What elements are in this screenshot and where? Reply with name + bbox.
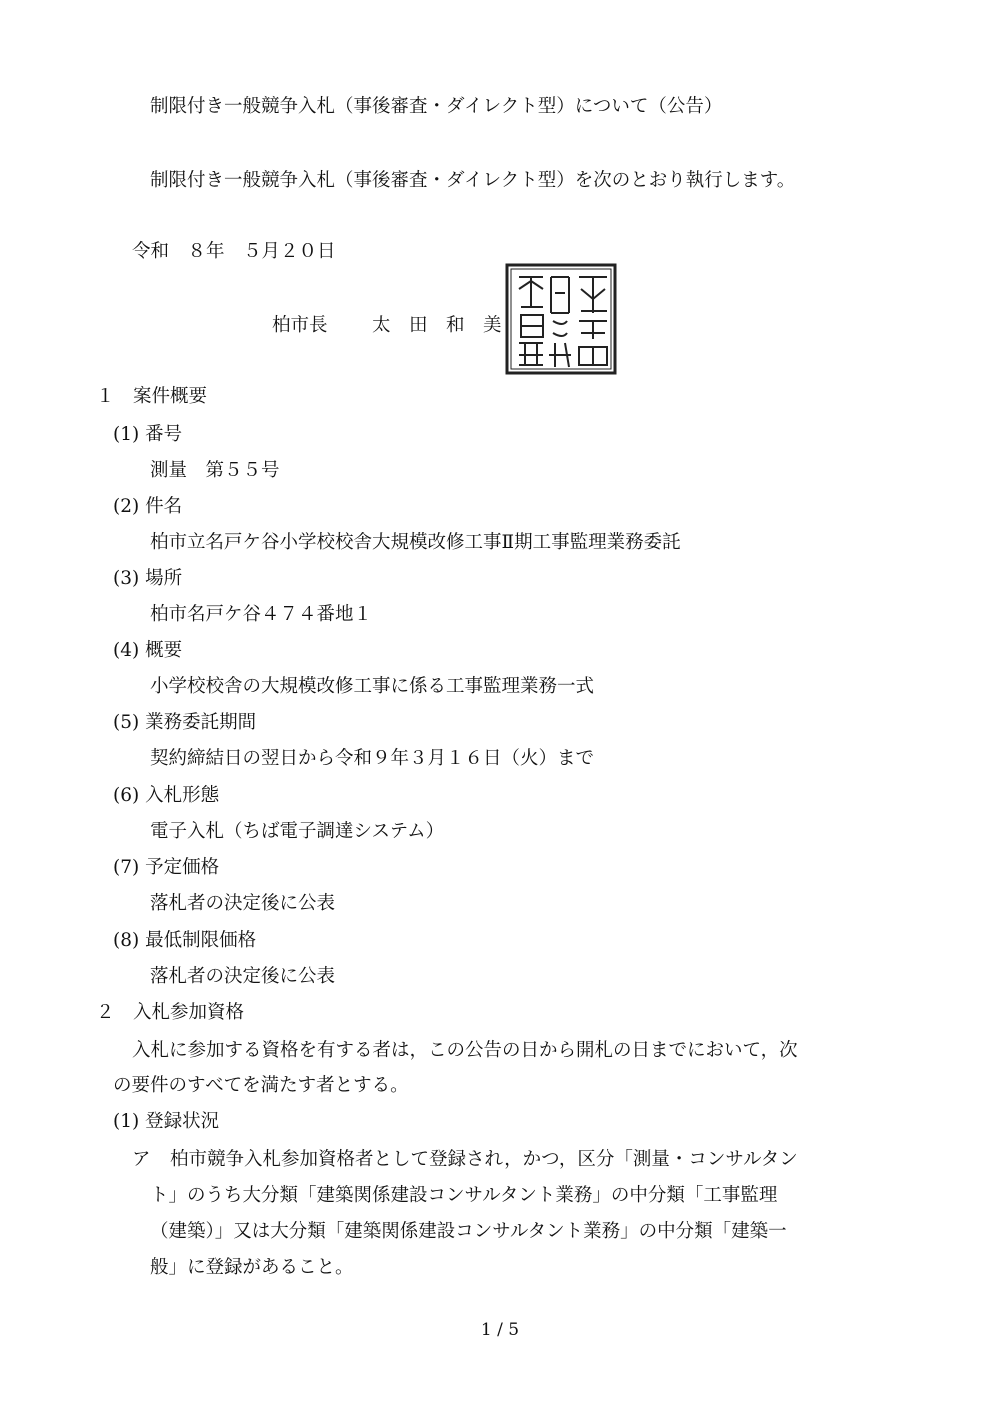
document-title: 制限付き一般競争入札（事後審査・ダイレクト型）について（公告） — [150, 96, 723, 117]
issuer-name: 太 田 和 美 — [372, 315, 502, 336]
item-a-marker: ア — [132, 1149, 151, 1170]
registration-heading: (1) 登録状況 — [113, 1111, 220, 1132]
page-number: 1 / 5 — [480, 1320, 520, 1340]
item-8-value: 落札者の決定後に公表 — [150, 966, 336, 987]
item-a-line2: ト」のうち大分類「建築関係建設コンサルタント業務」の中分類「工事監理 — [150, 1185, 778, 1206]
section2-intro-line2: の要件のすべてを満たす者とする。 — [113, 1075, 409, 1096]
issue-date: 令和 ８年 ５月２０日 — [132, 241, 336, 262]
item-1-label: (1) 番号 — [113, 424, 183, 445]
item-4-label: (4) 概要 — [113, 640, 183, 661]
item-8-label: (8) 最低制限価格 — [113, 930, 257, 951]
section2-heading: ２ 入札参加資格 — [96, 1002, 245, 1023]
issuer-title: 柏市長 — [272, 315, 328, 336]
item-5-value: 契約締結日の翌日から令和９年３月１６日（火）まで — [150, 748, 595, 769]
item-4-value: 小学校校舎の大規模改修工事に係る工事監理業務一式 — [150, 676, 595, 697]
item-a-line1: 柏市競争入札参加資格者として登録され，かつ，区分「測量・コンサルタン — [170, 1149, 798, 1170]
item-3-value: 柏市名戸ケ谷４７４番地１ — [150, 604, 373, 625]
section1-heading: １ 案件概要 — [96, 386, 208, 407]
item-7-value: 落札者の決定後に公表 — [150, 893, 336, 914]
item-6-value: 電子入札（ちば電子調達システム） — [150, 821, 445, 842]
item-6-label: (6) 入札形態 — [113, 785, 220, 806]
item-7-label: (7) 予定価格 — [113, 857, 220, 878]
section2-intro-line1: 入札に参加する資格を有する者は，この公告の日から開札の日までにおいて，次 — [132, 1040, 798, 1061]
item-a-line3: （建築）」又は大分類「建築関係建設コンサルタント業務」の中分類「建築一 — [150, 1221, 787, 1242]
official-seal — [505, 263, 617, 375]
item-2-label: (2) 件名 — [113, 496, 183, 517]
intro-text: 制限付き一般競争入札（事後審査・ダイレクト型）を次のとおり執行します。 — [150, 170, 796, 191]
item-a-line4: 般」に登録があること。 — [150, 1257, 354, 1278]
item-5-label: (5) 業務委託期間 — [113, 712, 257, 733]
item-1-value: 測量 第５５号 — [150, 460, 280, 481]
item-3-label: (3) 場所 — [113, 568, 183, 589]
item-2-value: 柏市立名戸ケ谷小学校校舎大規模改修工事Ⅱ期工事監理業務委託 — [150, 532, 681, 553]
